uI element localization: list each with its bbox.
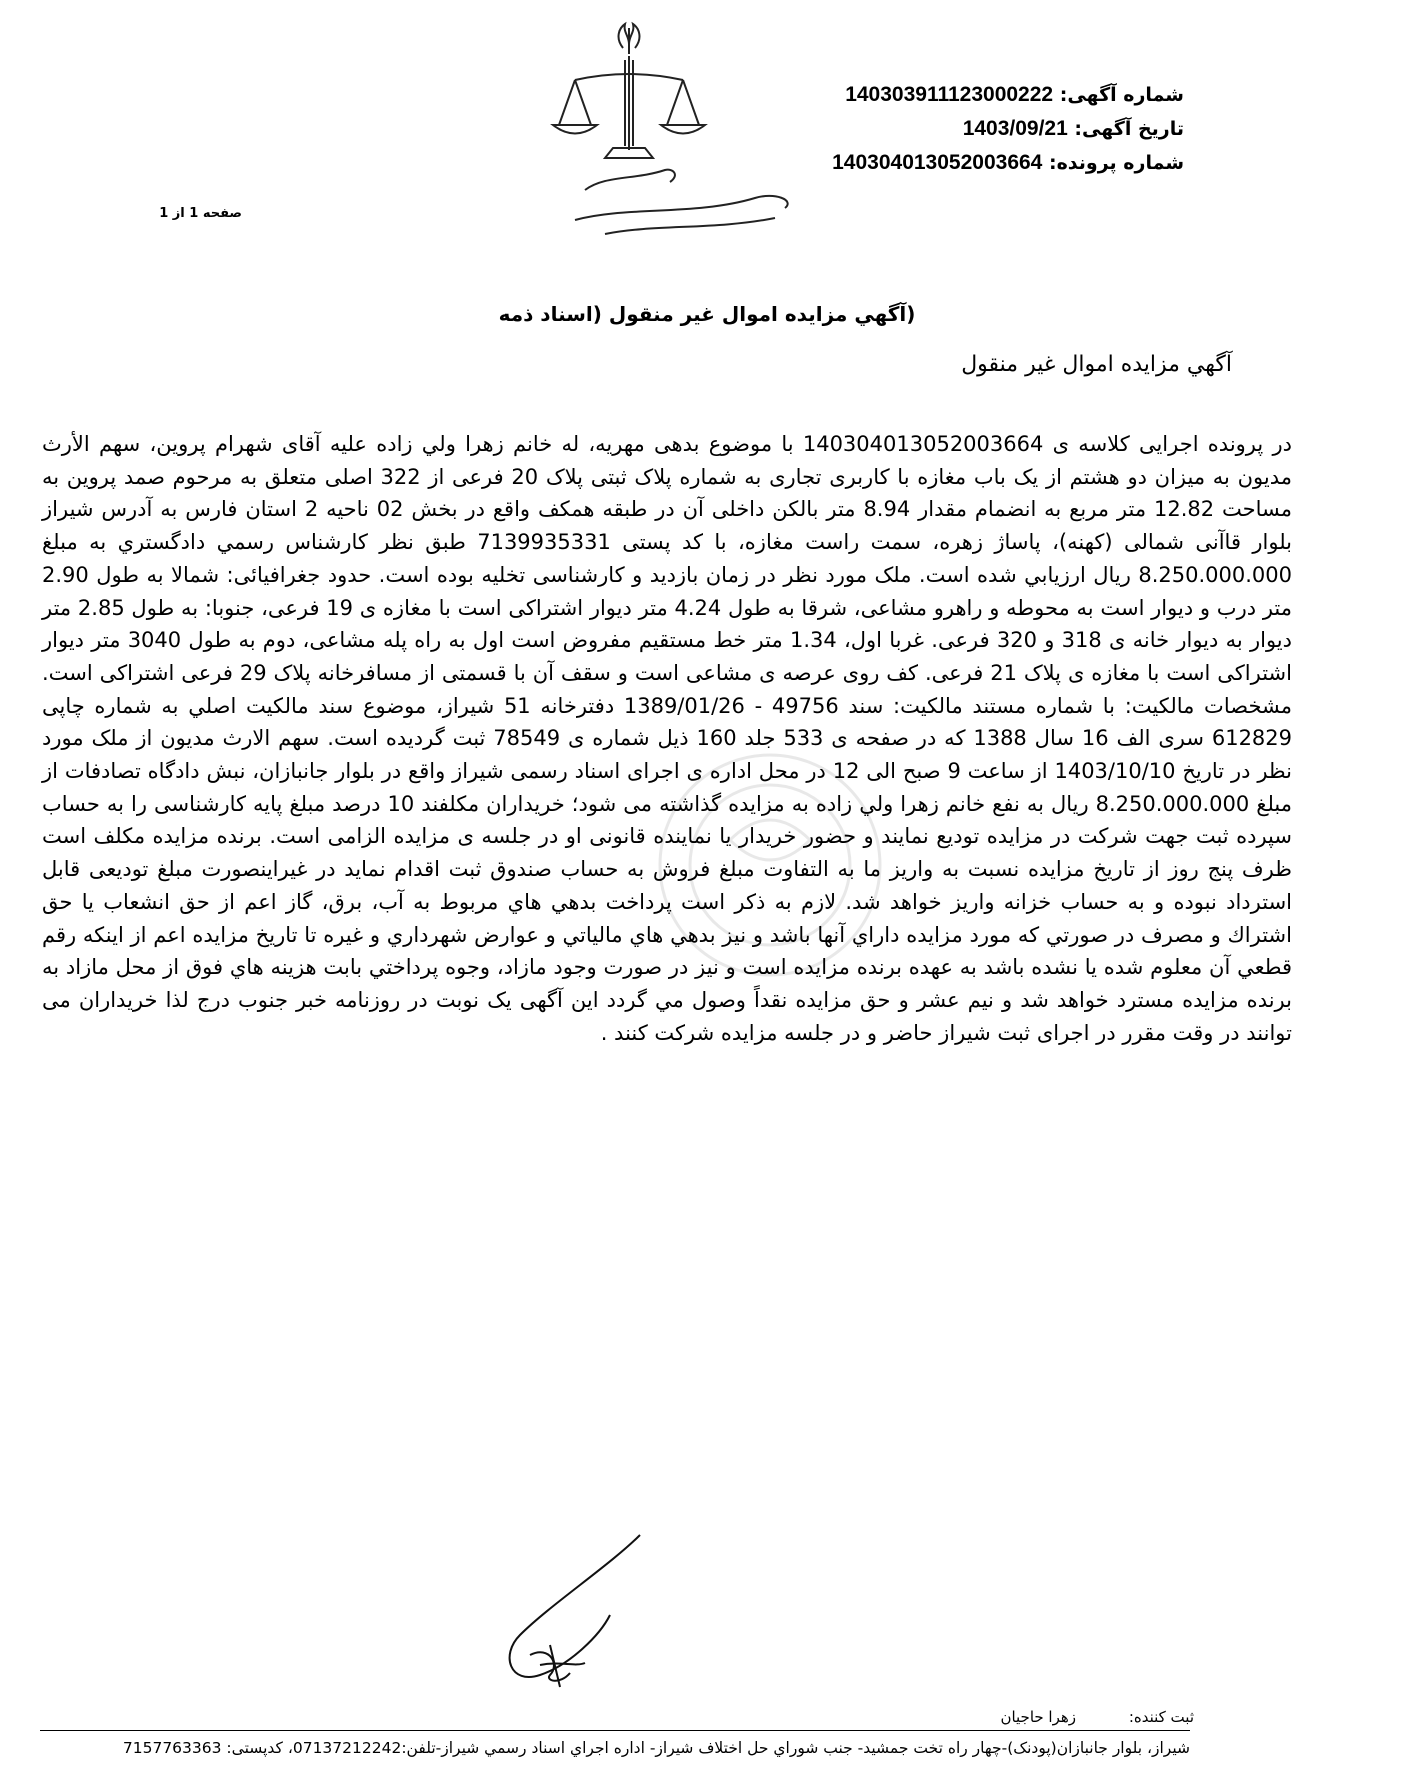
document-title: (آگهي مزايده اموال غير منقول (اسناد ذمه — [498, 302, 916, 326]
notice-metadata — [832, 78, 1184, 180]
document-subtitle: آگهي مزايده اموال غير منقول — [961, 352, 1232, 377]
footer-address: شیراز، بلوار جانبازان(پودنک)-چهار راه تخت جمشید- جنب شوراي حل اختلاف شیراز- اداره اجراي اسناد رسمي شیراز-تلفن:07137212242، کدپستی: 7157763363 — [122, 1739, 1190, 1757]
notice-date-label: تاریخ آگهی: — [1074, 118, 1184, 140]
notice-date-row — [832, 112, 1184, 146]
registrar-label: ثبت كننده: — [1128, 1708, 1194, 1726]
registrar-line — [1000, 1708, 1194, 1726]
registrar-name: زهرا حاجيان — [1000, 1708, 1077, 1726]
handwritten-signature — [490, 1525, 690, 1695]
notice-number-row — [832, 78, 1184, 112]
case-number: 140304013052003664 — [832, 151, 1043, 174]
case-number-label: شماره پرونده: — [1048, 152, 1184, 174]
notice-body-text: در پرونده اجرایی کلاسه ی 140304013052003664 با موضوع بدهی مهریه، له خانم زهرا ولي زاده علیه آقای شهرام پروین، سهم الأرث مدیون به میزان دو هشتم از یک باب مغازه با کاربری تجاری به شماره پلاک ثبتی پلاک 20 فرعی از 322 اصلی متعلق به مرحوم صمد پروین به مساحت 12.82 متر مربع به انضمام مقدار 8.94 متر بالکن داخلی آن در طبقه همکف واقع در بخش 02 ناحیه 2 استان فارس به آدرس شیراز بلوار قاآنی شمالی (کهنه)، پاساژ زهره، سمت راست مغازه، با کد پستی 7139935331 طبق نظر کارشناس رسمي دادگستري به مبلغ 8.250.000.000 ریال ارزيابي شده است. ملک مورد نظر در زمان بازدید و کارشناسی تخلیه بوده است. حدود جغرافیائی: شمالا به طول 2.90 متر درب و دیوار است به محوطه و راهرو مشاعی، شرقا به طول 4.24 متر دیوار اشتراکی است با مغازه ی 19 فرعی، جنوبا: به طول 2.85 متر دیوار به دیوار خانه ی 318 و 320 فرعی. غربا اول، 1.34 متر خط مستقیم مفروض است اول به راه پله مشاعی، دوم به طول 3040 متر دیوار اشتراکی است با مغازه ی پلاک 21 فرعی. کف روی عرصه ی مشاعی است و سقف آن با قسمتی از مسافرخانه پلاک 29 فرعی اشتراکی است. مشخصات مالکیت: با شماره مستند مالکیت: سند 49756 - 1389/01/26 دفترخانه 51 شیراز، موضوع سند مالکیت اصلي به شماره چاپی 612829 سری الف 16 سال 1388 که در صفحه ی 533 جلد 160 ذیل شماره ی 78549 ثبت گردیده است. سهم الارث مدیون از ملک مورد نظر در تاریخ 1403/10/10 از ساعت 9 صبح الی 12 در محل اداره ی اجرای اسناد رسمی شیراز واقع در بلوار جانبازان، نبش دادگاه تصادفات از مبلغ 8.250.000.000 ریال به نفع خانم زهرا ولي زاده به مزایده گذاشته می شود؛ خریداران مکلفند 10 درصد مبلغ پایه کارشناسی را به حساب سپرده ثبت جهت شرکت در مزایده تودیع نمایند و حضور خریدار یا نماینده قانونی او در جلسه ی مزایده الزامی است. برنده مزایده مکلف است ظرف پنج روز از تاریخ مزایده نسبت به واریز ما به التفاوت مبلغ فروش به حساب صندوق ثبت اقدام نماید در غیراینصورت مبلغ تودیعی قابل استرداد نبوده و به حساب خزانه واریز خواهد شد. لازم به ذکر است پرداخت بدهي هاي مربوط به آب، برق، گاز اعم از حق انشعاب یا حق اشتراك و مصرف در صورتي كه مورد مزايده داراي آنها باشد و نيز بدهي هاي مالياتي و عوارض شهرداري و غيره تا تاريخ مزايده اعم از اينكه رقم قطعي آن معلوم شده يا نشده باشد به عهده برنده مزايده است و نيز در صورت وجود مازاد، وجوه پرداختي بابت هزينه هاي فوق از محل مازاد به برنده مزايده مسترد خواهد شد و نیم عشر و حق مزایده نقداً وصول مي گردد این آگهی یک نوبت در روزنامه خبر جنوب درج لذا خریداران می توانند در وقت مقرر در اجرای ثبت شیراز حاضر و در جلسه مزایده شرکت کنند . — [42, 432, 1293, 1045]
notice-number: 140303911123000222 — [845, 83, 1054, 106]
judiciary-emblem-logo — [545, 20, 845, 250]
notice-date: 1403/09/21 — [962, 117, 1068, 140]
page-indicator: صفحه 1 از 1 — [159, 206, 242, 221]
footer-divider — [40, 1730, 1190, 1731]
notice-number-label: شماره آگهی: — [1059, 84, 1184, 106]
case-number-row — [832, 146, 1184, 180]
